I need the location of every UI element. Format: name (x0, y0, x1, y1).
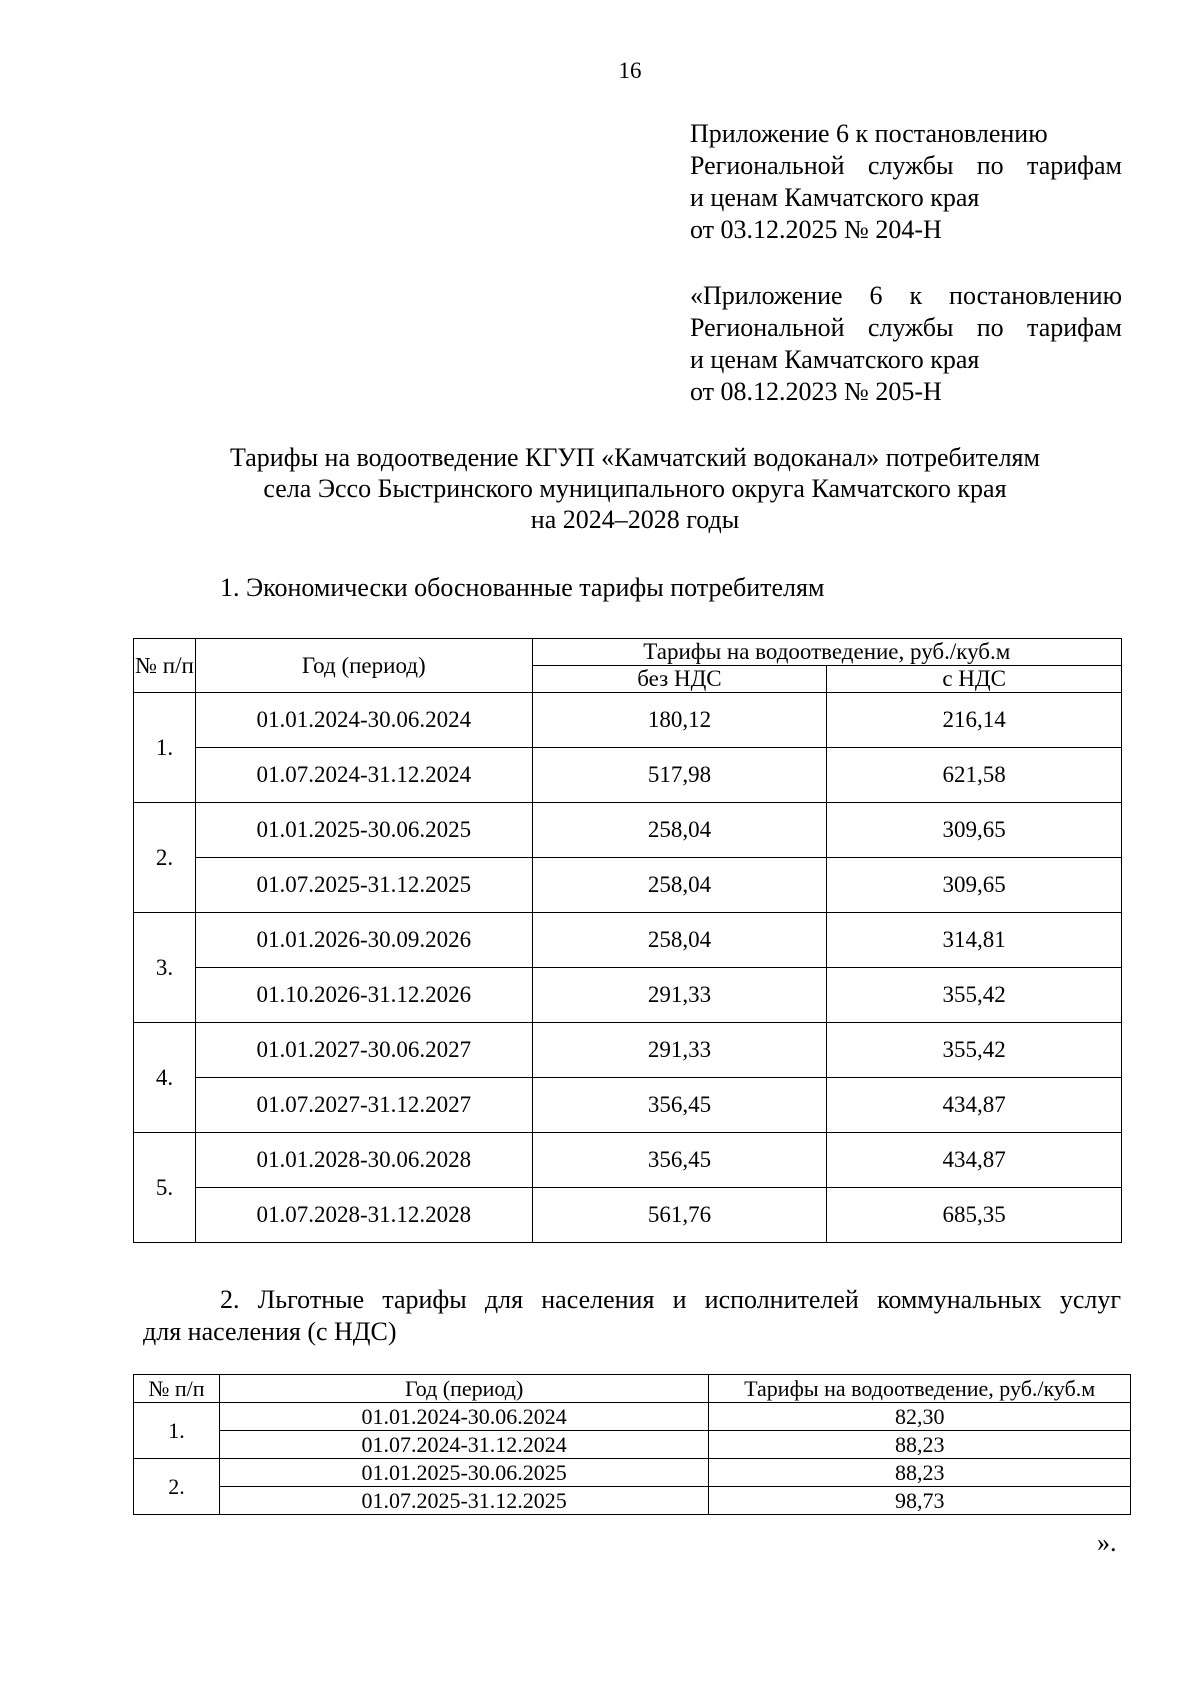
header-tariffs: Тарифы на водоотведение, руб./куб.м (532, 639, 1121, 666)
no-vat-cell: 356,45 (532, 1078, 827, 1133)
tariff-cell: 88,23 (709, 1431, 1131, 1459)
header-with-vat: с НДС (827, 666, 1122, 693)
section2-heading-line: 2. Льготные тарифы для населения и исполнителей коммунальных услуг (220, 1285, 1121, 1314)
period-cell: 01.01.2024-30.06.2024 (219, 1403, 708, 1431)
with-vat-cell: 355,42 (827, 968, 1122, 1023)
period-cell: 01.07.2028-31.12.2028 (195, 1188, 532, 1243)
row-number: 5. (134, 1133, 196, 1243)
appendix-current-line: и ценам Камчатского края (690, 183, 980, 212)
appendix-original-line: от 08.12.2023 № 205-Н (690, 377, 942, 406)
header-no-vat: без НДС (532, 666, 827, 693)
header-tariff: Тарифы на водоотведение, руб./куб.м (709, 1375, 1131, 1403)
with-vat-cell: 314,81 (827, 913, 1122, 968)
appendix-current-line: Региональной службы по тарифам (690, 151, 1122, 180)
section2-heading (143, 1284, 1121, 1348)
table-row (134, 748, 1122, 803)
appendix-original-block (690, 280, 1122, 408)
tariff-cell: 82,30 (709, 1403, 1131, 1431)
header-num: № п/п (134, 1375, 220, 1403)
period-cell: 01.07.2025-31.12.2025 (219, 1487, 708, 1515)
table-row (134, 968, 1122, 1023)
no-vat-cell: 258,04 (532, 913, 827, 968)
document-title (130, 442, 1140, 535)
header-num: № п/п (134, 639, 196, 693)
economic-tariffs-table (133, 638, 1122, 1243)
section2-heading-line: для населения (с НДС) (143, 1317, 397, 1346)
title-line: на 2024–2028 годы (530, 505, 740, 534)
with-vat-cell: 621,58 (827, 748, 1122, 803)
title-line: Тарифы на водоотведение КГУП «Камчатский водоканал» потребителям (230, 443, 1040, 472)
table-row (134, 1023, 1122, 1078)
table-row (134, 1487, 1131, 1515)
period-cell: 01.07.2024-31.12.2024 (219, 1431, 708, 1459)
no-vat-cell: 356,45 (532, 1133, 827, 1188)
row-number: 2. (134, 1459, 220, 1515)
period-cell: 01.07.2025-31.12.2025 (195, 858, 532, 913)
table-row (134, 1459, 1131, 1487)
appendix-current-line: от 03.12.2025 № 204-Н (690, 215, 942, 244)
table-row (134, 1188, 1122, 1243)
row-number: 2. (134, 803, 196, 913)
table-row (134, 803, 1122, 858)
with-vat-cell: 434,87 (827, 1133, 1122, 1188)
tariff-cell: 98,73 (709, 1487, 1131, 1515)
closing-quote-mark: ». (1097, 1528, 1117, 1557)
period-cell: 01.01.2026-30.09.2026 (195, 913, 532, 968)
header-period: Год (период) (219, 1375, 708, 1403)
appendix-current-block (690, 118, 1122, 246)
appendix-original-line: Региональной службы по тарифам (690, 313, 1122, 342)
table-row (134, 693, 1122, 748)
no-vat-cell: 180,12 (532, 693, 827, 748)
no-vat-cell: 517,98 (532, 748, 827, 803)
section1-heading: 1. Экономически обоснованные тарифы потребителям (220, 573, 825, 602)
with-vat-cell: 309,65 (827, 803, 1122, 858)
table-row (134, 913, 1122, 968)
row-number: 3. (134, 913, 196, 1023)
row-number: 4. (134, 1023, 196, 1133)
period-cell: 01.01.2025-30.06.2025 (219, 1459, 708, 1487)
period-cell: 01.07.2024-31.12.2024 (195, 748, 532, 803)
header-period: Год (период) (195, 639, 532, 693)
with-vat-cell: 685,35 (827, 1188, 1122, 1243)
table-row (134, 1133, 1122, 1188)
no-vat-cell: 258,04 (532, 803, 827, 858)
no-vat-cell: 258,04 (532, 858, 827, 913)
row-number: 1. (134, 693, 196, 803)
period-cell: 01.01.2028-30.06.2028 (195, 1133, 532, 1188)
row-number: 1. (134, 1403, 220, 1459)
with-vat-cell: 309,65 (827, 858, 1122, 913)
page-number: 16 (618, 58, 642, 83)
period-cell: 01.01.2025-30.06.2025 (195, 803, 532, 858)
table-row (134, 858, 1122, 913)
no-vat-cell: 561,76 (532, 1188, 827, 1243)
title-line: села Эссо Быстринского муниципального округа Камчатского края (263, 474, 1007, 503)
table-row (134, 1403, 1131, 1431)
preferential-tariffs-table (133, 1374, 1131, 1515)
period-cell: 01.01.2027-30.06.2027 (195, 1023, 532, 1078)
appendix-original-line: и ценам Камчатского края (690, 345, 980, 374)
with-vat-cell: 434,87 (827, 1078, 1122, 1133)
appendix-current-line: Приложение 6 к постановлению (690, 119, 1048, 148)
appendix-original-line: «Приложение 6 к постановлению (690, 281, 1122, 310)
no-vat-cell: 291,33 (532, 968, 827, 1023)
period-cell: 01.10.2026-31.12.2026 (195, 968, 532, 1023)
tariff-cell: 88,23 (709, 1459, 1131, 1487)
table-row (134, 1078, 1122, 1133)
period-cell: 01.01.2024-30.06.2024 (195, 693, 532, 748)
no-vat-cell: 291,33 (532, 1023, 827, 1078)
table-row (134, 1431, 1131, 1459)
with-vat-cell: 355,42 (827, 1023, 1122, 1078)
with-vat-cell: 216,14 (827, 693, 1122, 748)
period-cell: 01.07.2027-31.12.2027 (195, 1078, 532, 1133)
